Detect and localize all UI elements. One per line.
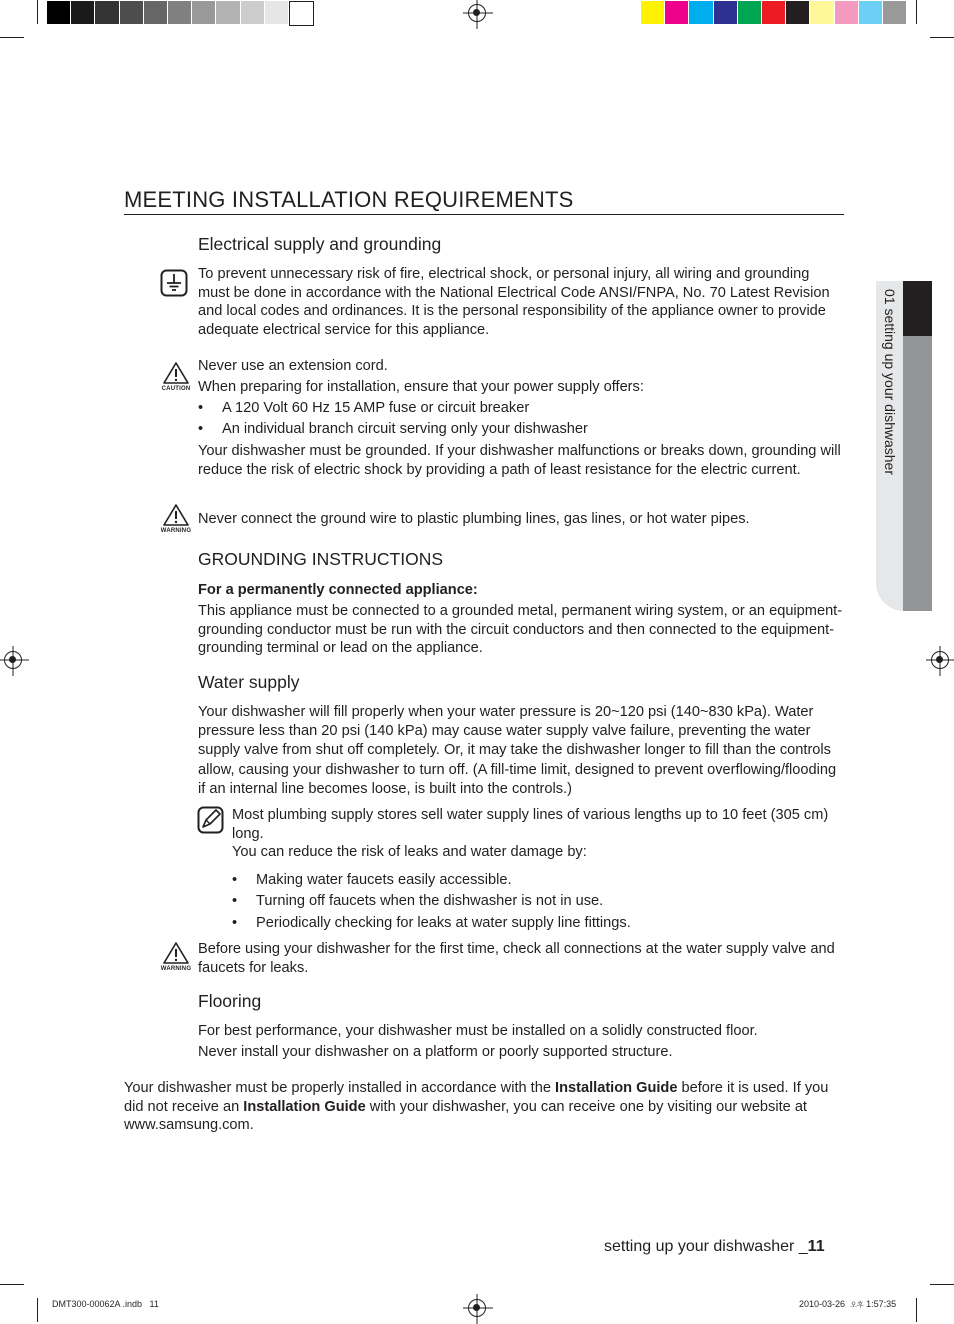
crop-mark: [0, 1284, 24, 1285]
color-swatch: [120, 1, 143, 24]
grounding-note-text: To prevent unnecessary risk of fire, electrical shock, or personal injury, all wiring and grounding must be done in accordance with the National Electrical Code ANSI/FNPA, No. 70 Latest Revision and local codes and ordinances. It is the personal responsibility of the appliance owner to provide adequate electrical service for this appliance.: [198, 266, 830, 338]
color-swatch: [714, 1, 737, 24]
warning-label: WARNING: [160, 966, 192, 972]
color-swatch: [641, 1, 664, 24]
color-swatch: [835, 1, 858, 24]
flooring-line-2: Never install your dishwasher on a platform or poorly supported structure.: [198, 1044, 673, 1060]
crop-mark: [930, 37, 954, 38]
side-tab-dark-block: [903, 281, 932, 336]
color-swatch: [689, 1, 712, 24]
color-swatch: [216, 1, 239, 24]
registration-mark-icon: [468, 1299, 486, 1317]
registration-mark-icon: [4, 651, 22, 669]
title-rule: [124, 214, 844, 215]
color-swatch: [762, 1, 785, 24]
section-heading-water: Water supply: [198, 672, 300, 692]
caution-label: CAUTION: [161, 386, 191, 392]
color-swatch: [738, 1, 761, 24]
crop-mark: [0, 37, 24, 38]
registration-mark-icon: [468, 4, 486, 22]
grounding-subheading: For a permanently connected appliance:: [198, 582, 478, 598]
section-heading-grounding: GROUNDING INSTRUCTIONS: [198, 549, 443, 569]
registration-mark-icon: [931, 651, 949, 669]
note-text: Most plumbing supply stores sell water supply lines of various lengths up to 10 feet (305 cm) long.: [232, 807, 829, 842]
caution-line-1: Never use an extension cord.: [198, 358, 388, 374]
section-heading-flooring: Flooring: [198, 991, 262, 1011]
color-swatch: [47, 1, 70, 24]
crop-mark: [37, 1298, 38, 1322]
crop-mark: [930, 1284, 954, 1285]
note-icon: [197, 806, 224, 834]
color-swatch: [71, 1, 94, 24]
crop-mark: [916, 0, 917, 24]
side-tab-label: 01 setting up your dishwasher: [882, 289, 898, 475]
page-number: 11: [807, 1238, 825, 1255]
page-title: MEETING INSTALLATION REQUIREMENTS: [124, 187, 574, 212]
note-text-2: You can reduce the risk of leaks and water damage by:: [232, 844, 587, 860]
color-swatch: [241, 1, 264, 24]
closing-paragraph: Your dishwasher must be properly installed in accordance with the Installation Guide before it is used. If you did not receive an Installation Guide with your dishwasher, you can receive one by visiting our website at www.samsung.com.: [124, 1080, 829, 1134]
color-swatch: [192, 1, 215, 24]
caution-icon: [162, 361, 190, 385]
water-warning-text: Before using your dishwasher for the first time, check all connections at the water supply valve and faucets for leaks.: [198, 941, 835, 976]
flooring-line-1: For best performance, your dishwasher must be installed on a solidly constructed floor.: [198, 1023, 758, 1039]
print-filename: DMT300-00062A .indb 11: [52, 1299, 159, 1309]
color-swatch: [859, 1, 882, 24]
print-timestamp: 2010-03-26 오후 1:57:35: [799, 1299, 897, 1309]
warning-icon: [162, 503, 190, 527]
grounding-icon: [160, 269, 188, 297]
color-swatch: [786, 1, 809, 24]
section-heading-electrical: Electrical supply and grounding: [198, 234, 442, 254]
page-footer: [604, 1238, 825, 1256]
color-swatch: [144, 1, 167, 24]
warning-text: Never connect the ground wire to plastic plumbing lines, gas lines, or hot water pipes.: [198, 511, 750, 527]
color-swatch: [265, 1, 288, 24]
warning-label: WARNING: [160, 528, 192, 534]
footer-label: setting up your dishwasher _: [604, 1238, 808, 1255]
color-swatch: [168, 1, 191, 24]
warning-icon: [162, 941, 190, 965]
caution-line-2: When preparing for installation, ensure that your power supply offers:: [198, 379, 644, 395]
color-swatch: [810, 1, 833, 24]
color-swatch: [95, 1, 118, 24]
side-tab-stripe: [903, 336, 932, 611]
grounded-text: Your dishwasher must be grounded. If your dishwasher malfunctions or breaks down, grounding will reduce the risk of electric shock by providing a path of least resistance for the electric current.: [198, 443, 841, 478]
color-swatch: [665, 1, 688, 24]
color-swatch: [883, 1, 906, 24]
water-text: Your dishwasher will fill properly when your water pressure is 20~120 psi (140~830 kPa). Water pressure less than 20 psi (140 kPa) may cause water supply valve failure, preventing the water supply valve from shut off completely. Or, it may take the dishwasher longer to fill than the controls allow, causing your dishwasher to turn off. (A fill-time limit, designed to prevent overflowing/flooding if an internal line becomes loose, is built into the controls.): [198, 704, 837, 797]
color-swatch: [289, 1, 314, 26]
crop-mark: [916, 1298, 917, 1322]
grounding-text: This appliance must be connected to a grounded metal, permanent wiring system, or an equipment-grounding conductor must be run with the circuit conductors and then connected to the equipment-grounding terminal or lead on the appliance.: [198, 603, 843, 657]
crop-mark: [37, 0, 38, 24]
